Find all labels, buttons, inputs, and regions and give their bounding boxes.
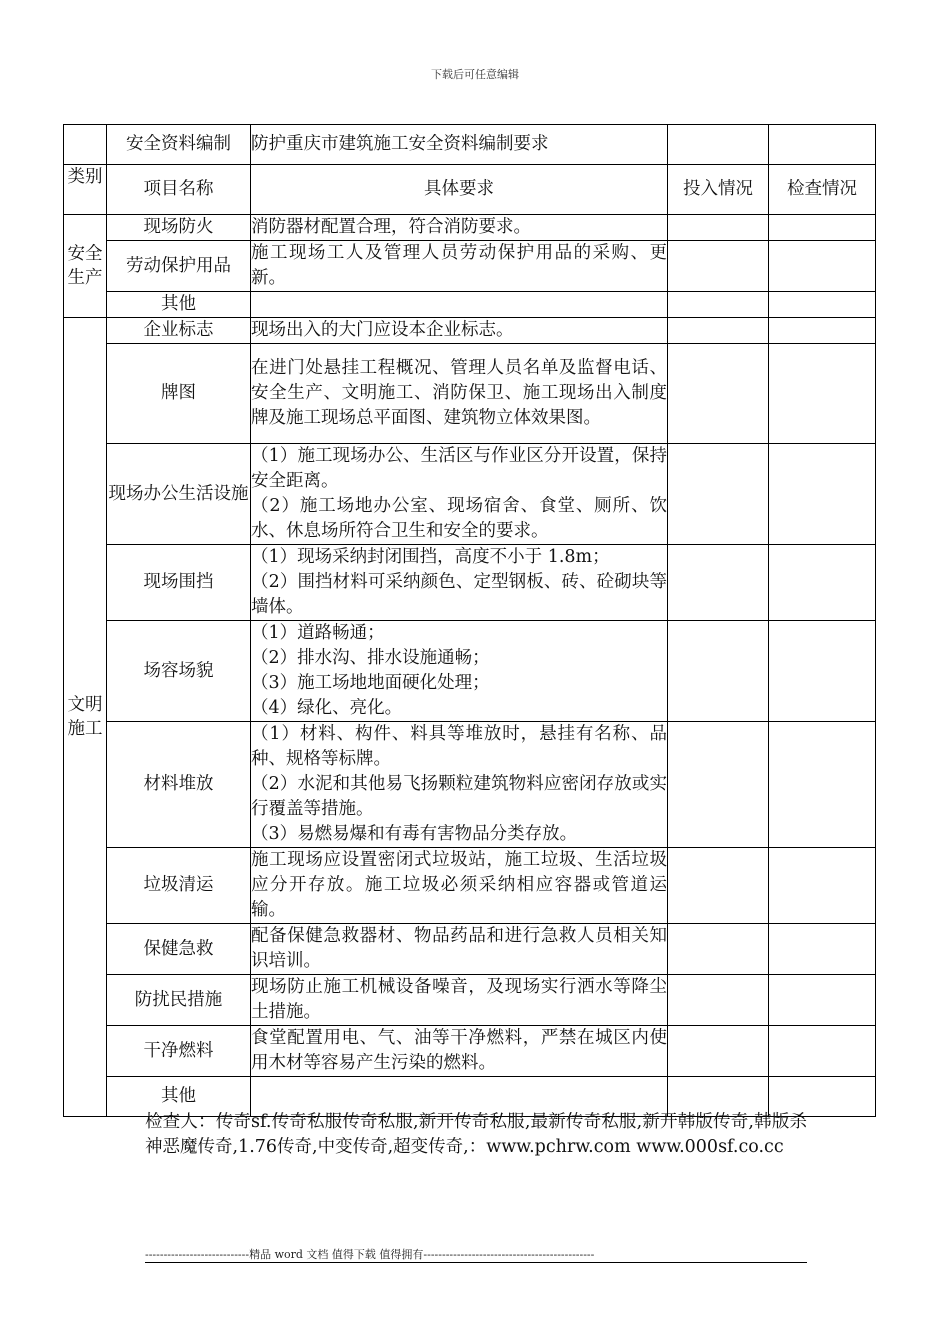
title-text-cell: 防护重庆市建筑施工安全资料编制要求	[251, 125, 668, 165]
requirement-cell	[251, 1026, 668, 1077]
inspection-cell	[769, 344, 876, 444]
requirement-cell	[251, 621, 668, 722]
item-name-cell: 场容场貌	[107, 621, 251, 722]
requirement-line: （1）材料、构件、料具等堆放时，悬挂有名称、品种、规格等标牌。	[251, 724, 667, 769]
requirement-line: （4）绿化、亮化。	[251, 698, 403, 718]
inspection-cell	[769, 444, 876, 545]
requirement-line: 消防器材配置合理，符合消防要求。	[251, 217, 531, 237]
requirement-cell	[251, 241, 668, 292]
header-inspection: 检查情况	[769, 165, 876, 215]
inspection-cell	[769, 722, 876, 848]
item-name-cell: 现场围挡	[107, 545, 251, 621]
inspection-cell	[769, 545, 876, 621]
category-cell: 安全生产	[64, 215, 107, 318]
requirement-cell	[251, 924, 668, 975]
header-requirement: 具体要求	[251, 165, 668, 215]
table-row	[64, 318, 876, 344]
inspection-cell	[769, 621, 876, 722]
investment-cell	[668, 545, 769, 621]
item-name-cell: 防扰民措施	[107, 975, 251, 1026]
table-row	[64, 924, 876, 975]
investment-cell	[668, 621, 769, 722]
inspection-cell	[769, 215, 876, 241]
requirement-line: 施工现场应设置密闭式垃圾站，施工垃圾、生活垃圾应分开存放。施工垃圾必须采纳相应容器或管道运输。	[251, 850, 667, 920]
item-name-cell: 现场防火	[107, 215, 251, 241]
requirement-line: （2）施工场地办公室、现场宿舍、食堂、厕所、饮水、休息场所符合卫生和安全的要求。	[251, 496, 667, 541]
requirement-line: （1）现场采纳封闭围挡，高度不小于 1.8m；	[251, 547, 610, 567]
table-row	[64, 621, 876, 722]
table-row	[64, 215, 876, 241]
empty-cell	[769, 125, 876, 165]
item-name-cell: 劳动保护用品	[107, 241, 251, 292]
requirement-cell	[251, 292, 668, 318]
inspection-cell	[769, 848, 876, 924]
item-name-cell: 垃圾清运	[107, 848, 251, 924]
requirement-line: 现场防止施工机械设备噪音，及现场实行洒水等降尘土措施。	[251, 977, 667, 1022]
investment-cell	[668, 848, 769, 924]
requirement-line: 施工现场工人及管理人员劳动保护用品的采购、更新。	[251, 243, 667, 288]
requirement-line: 现场出入的大门应设本企业标志。	[251, 320, 514, 340]
requirement-line: 配备保健急救器材、物品药品和进行急救人员相关知识培训。	[251, 926, 667, 971]
requirement-line: （3）易燃易爆和有毒有害物品分类存放。	[251, 824, 578, 844]
safety-requirements-table	[63, 124, 876, 1117]
inspection-cell	[769, 292, 876, 318]
bottom-divider	[145, 1262, 807, 1263]
investment-cell	[668, 975, 769, 1026]
item-name-cell: 干净燃料	[107, 1026, 251, 1077]
investment-cell	[668, 444, 769, 545]
requirement-line: （2）排水沟、排水设施通畅；	[251, 648, 490, 668]
investment-cell	[668, 318, 769, 344]
inspection-cell	[769, 1026, 876, 1077]
requirement-line: （3）施工场地地面硬化处理；	[251, 673, 490, 693]
investment-cell	[668, 1026, 769, 1077]
item-name-cell: 牌图	[107, 344, 251, 444]
bottom-note: ----------------------------精品 word 文档 值得下载 值得拥有----------------------------------------------	[145, 1248, 595, 1261]
item-name-cell: 其他	[107, 292, 251, 318]
item-name-cell: 材料堆放	[107, 722, 251, 848]
requirement-cell	[251, 545, 668, 621]
page-header: 下载后可任意编辑	[431, 68, 519, 81]
requirement-cell	[251, 344, 668, 444]
inspector-note: 检查人：传奇sf.传奇私服传奇私服,新开传奇私服,最新传奇私服,新开韩版传奇,韩版杀神恶魔传奇,1.76传奇,中变传奇,超变传奇,：www.pchrw.com www.000sf.co.cc	[145, 1112, 807, 1157]
investment-cell	[668, 344, 769, 444]
table-row	[64, 1026, 876, 1077]
table-row	[64, 292, 876, 318]
table-row	[64, 975, 876, 1026]
empty-cell	[668, 125, 769, 165]
inspection-cell	[769, 924, 876, 975]
requirement-cell	[251, 215, 668, 241]
requirement-cell	[251, 975, 668, 1026]
table-row	[64, 241, 876, 292]
item-name-cell: 企业标志	[107, 318, 251, 344]
requirement-line: （1）道路畅通；	[251, 623, 385, 643]
requirement-line: 食堂配置用电、气、油等干净燃料，严禁在城区内使用木材等容易产生污染的燃料。	[251, 1028, 667, 1073]
table-header-row	[64, 165, 876, 215]
requirement-line: （1）施工现场办公、生活区与作业区分开设置，保持安全距离。	[251, 446, 667, 491]
title-label-cell: 安全资料编制	[107, 125, 251, 165]
investment-cell	[668, 292, 769, 318]
inspection-cell	[769, 975, 876, 1026]
header-investment: 投入情况	[668, 165, 769, 215]
inspection-cell	[769, 241, 876, 292]
requirement-cell	[251, 848, 668, 924]
investment-cell	[668, 924, 769, 975]
civil-section	[64, 318, 876, 1117]
table-title-row	[64, 125, 876, 165]
table-row	[64, 444, 876, 545]
investment-cell	[668, 722, 769, 848]
item-name-cell: 其他	[107, 1077, 251, 1117]
header-name: 项目名称	[107, 165, 251, 215]
requirement-cell	[251, 444, 668, 545]
investment-cell	[668, 215, 769, 241]
safety-section	[64, 215, 876, 318]
requirement-line: 在进门处悬挂工程概况、管理人员名单及监督电话、安全生产、文明施工、消防保卫、施工现场出入制度牌及施工现场总平面图、建筑物立体效果图。	[251, 358, 667, 428]
table-row	[64, 722, 876, 848]
category-cell: 文明施工	[64, 318, 107, 1117]
requirement-cell	[251, 722, 668, 848]
table-row	[64, 545, 876, 621]
requirement-line: （2）围挡材料可采纳颜色、定型钢板、砖、砼砌块等墙体。	[251, 572, 667, 617]
table-row	[64, 848, 876, 924]
table-row	[64, 344, 876, 444]
requirement-line: （2）水泥和其他易飞扬颗粒建筑物料应密闭存放或实行覆盖等措施。	[251, 774, 667, 819]
requirement-cell	[251, 318, 668, 344]
inspection-cell	[769, 318, 876, 344]
item-name-cell: 现场办公生活设施	[107, 444, 251, 545]
header-category: 类别	[64, 165, 107, 215]
empty-cell	[64, 125, 107, 165]
investment-cell	[668, 241, 769, 292]
item-name-cell: 保健急救	[107, 924, 251, 975]
